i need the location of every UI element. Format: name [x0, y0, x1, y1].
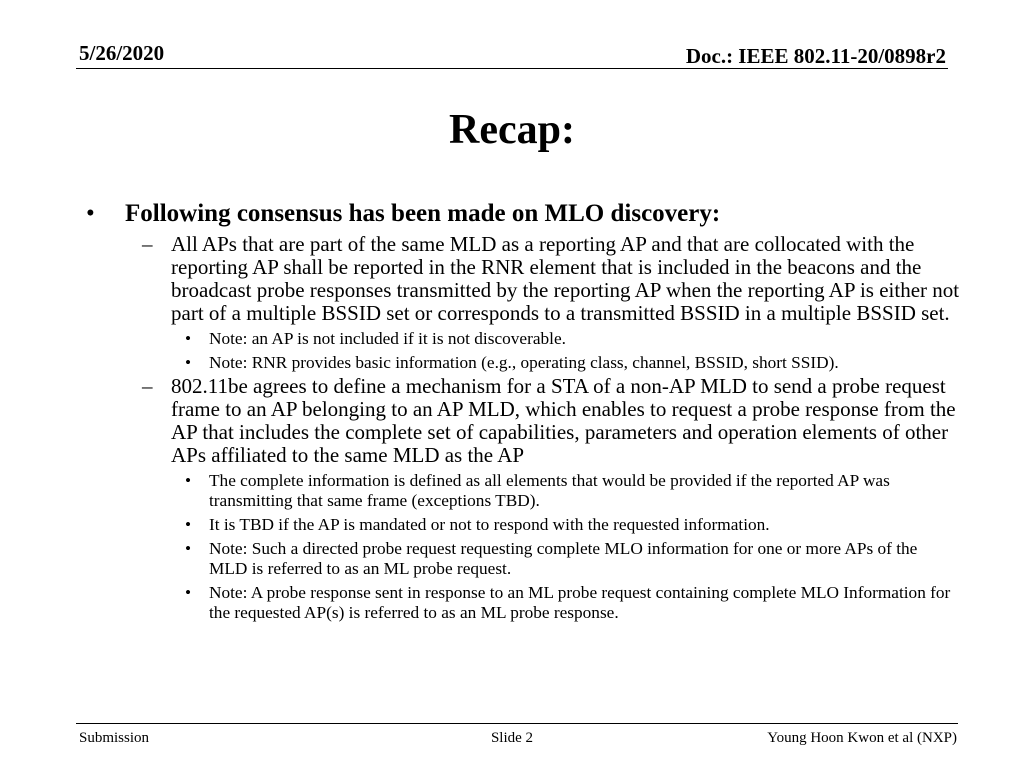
footer-divider — [76, 723, 958, 724]
footer-author: Young Hoon Kwon et al (NXP) — [767, 730, 957, 746]
slide-body — [86, 198, 970, 625]
header-doc-id: Doc.: IEEE 802.11-20/0898r2 — [685, 44, 946, 68]
dash-bullet-icon: – — [142, 232, 153, 256]
bullet-dot-icon: • — [185, 583, 192, 602]
bullet-dot-icon: • — [185, 329, 192, 348]
header-date: 5/26/2020 — [79, 41, 165, 65]
bullet-dot-icon: • — [185, 539, 192, 558]
list-item-text: All APs that are part of the same MLD as a reporting AP and that are collocated with the reporting AP shall be reported in the RNR element that is included in the beacons and the broadcast probe responses transmitted by the reporting AP when the reporting AP is either not part of a multiple BSSID set or corresponds to a transmitted BSSID in a multiple BSSID set. — [171, 232, 960, 325]
dash-bullet-icon: – — [142, 374, 153, 398]
bullet-dot-icon: • — [185, 471, 192, 490]
list-item — [86, 233, 970, 325]
bullet-dot-icon: • — [185, 353, 192, 372]
list-item — [86, 375, 970, 467]
list-item-text: 802.11be agrees to define a mechanism for a STA of a non-AP MLD to send a probe request frame to an AP belonging to an AP MLD, which enables to request a probe response from the AP that includes the complete set of capabilities, parameters and operation elements of other APs affiliated to the same MLD as the AP — [171, 374, 956, 467]
bullet-dot-icon: • — [185, 515, 192, 534]
sub-list-item — [86, 471, 970, 511]
sub-list-item — [86, 353, 970, 373]
sub-list-item — [86, 583, 970, 623]
sub-list-item-text: It is TBD if the AP is mandated or not to respond with the requested information. — [209, 515, 770, 534]
footer-slide-number: Slide 2 — [490, 730, 534, 746]
sub-list-item — [86, 515, 970, 535]
header-divider — [76, 68, 948, 69]
sub-list-item-text: Note: A probe response sent in response to an ML probe request containing complete MLO Information for the requested AP(s) is referred to as an ML probe response. — [209, 583, 951, 622]
sub-list-item-text: Note: an AP is not included if it is not discoverable. — [209, 329, 566, 348]
sub-list-item-text: Note: Such a directed probe request requesting complete MLO information for one or more APs of the MLD is referred to as an ML probe request. — [209, 539, 918, 578]
sub-list-item — [86, 539, 970, 579]
main-bullet-text: Following consensus has been made on MLO discovery: — [125, 200, 721, 227]
sub-list-item-text: The complete information is defined as all elements that would be provided if the reported AP was transmitting that same frame (exceptions TBD). — [209, 471, 890, 510]
bullet-dot-icon: • — [86, 200, 95, 227]
sub-list-item-text: Note: RNR provides basic information (e.g., operating class, channel, BSSID, short SSID). — [209, 353, 839, 372]
sub-list-item — [86, 329, 970, 349]
footer-submission: Submission — [79, 730, 150, 746]
main-bullet — [86, 198, 970, 230]
slide-title: Recap: — [449, 107, 575, 153]
